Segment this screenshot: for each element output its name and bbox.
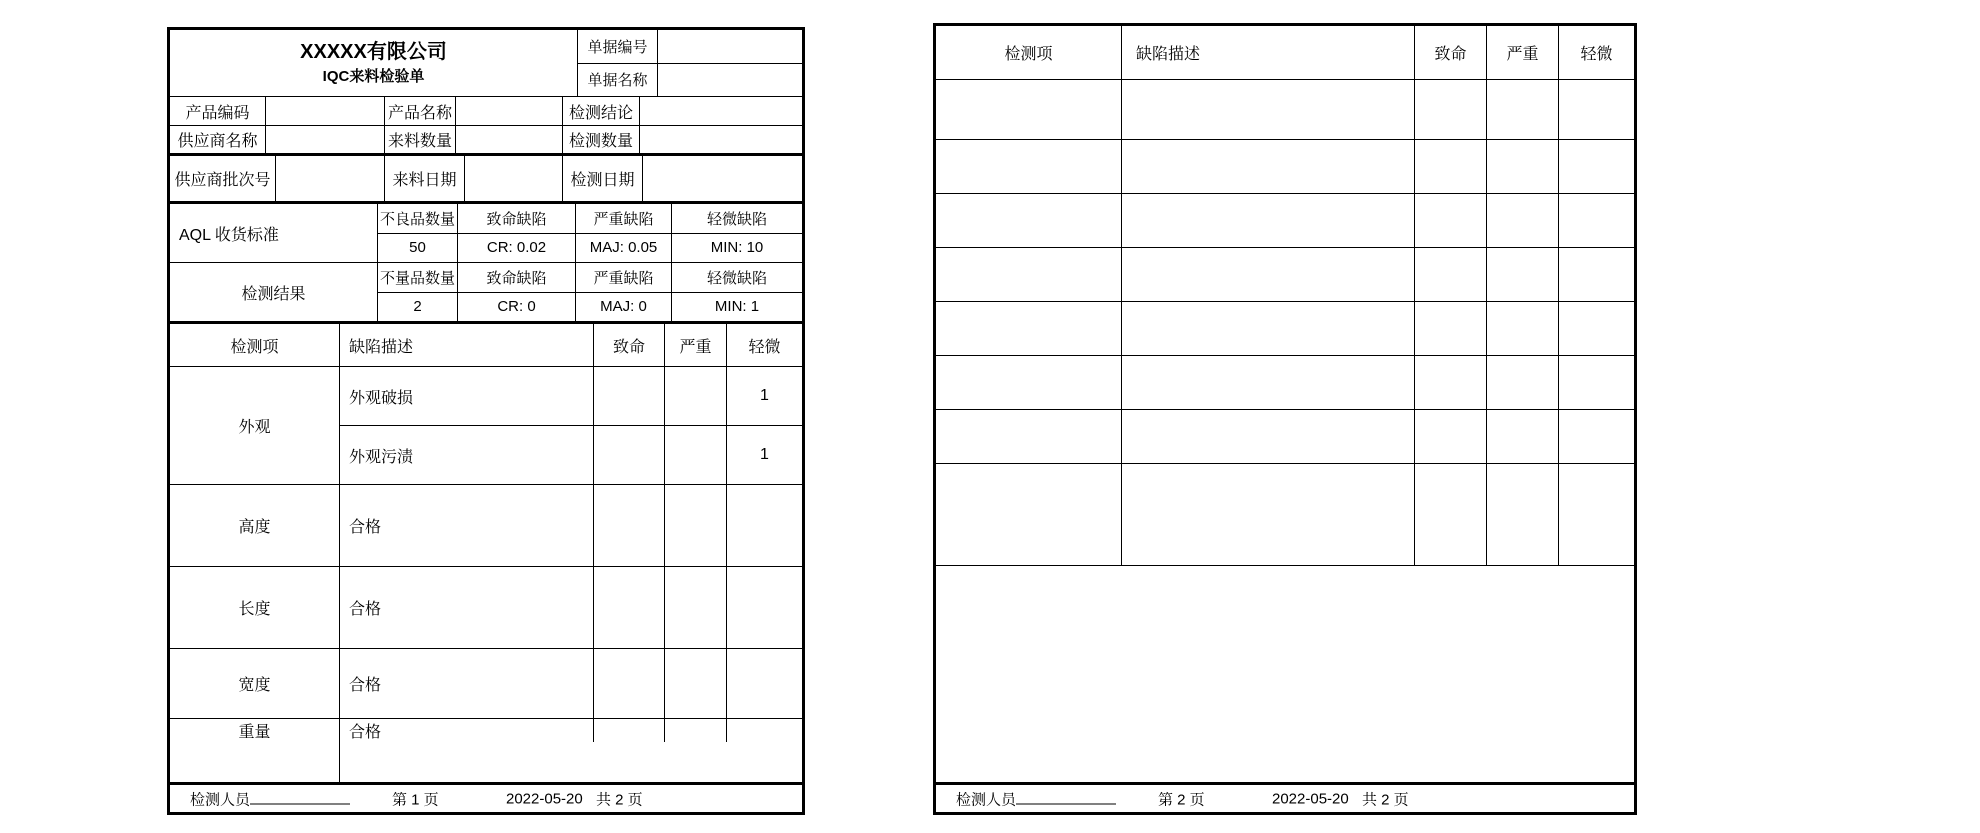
aql-minor-value: MIN: 10: [710, 239, 764, 257]
major-cell: [1487, 302, 1559, 355]
critical-cell: [1415, 80, 1487, 139]
defect-desc: 合格: [340, 719, 594, 742]
critical-cell: [1415, 140, 1487, 193]
page-number: 第 2 页: [1158, 791, 1205, 808]
minor-count: [727, 649, 802, 718]
desc-cell: [1122, 410, 1415, 463]
product-name-value: [456, 97, 563, 125]
major-cell: [1487, 356, 1559, 409]
detail-desc-header: 缺陷描述: [340, 324, 594, 366]
item-cell: [936, 140, 1122, 193]
supplier-batch-label: 供应商批次号: [170, 156, 276, 201]
minor-count: [727, 485, 802, 566]
detail-critical-header: 致命: [1415, 26, 1487, 79]
minor-cell: [1559, 464, 1634, 565]
critical-count: [594, 367, 665, 425]
detail-row-appearance-stain: [340, 426, 802, 485]
item-appearance: 外观: [170, 367, 339, 485]
major-cell: [1487, 80, 1559, 139]
doc-name-label: 单据名称: [578, 64, 658, 97]
result-critical-value: CR: 0: [458, 293, 576, 322]
item-cell: [936, 410, 1122, 463]
item-cell: [936, 302, 1122, 355]
footer-date: 2022-05-20: [506, 790, 583, 807]
detail-table-header: [170, 324, 802, 367]
item-cell: [936, 356, 1122, 409]
major-cell: [1487, 194, 1559, 247]
aql-major-header: 严重缺陷: [576, 204, 672, 233]
empty-detail-row: [936, 464, 1634, 566]
detail-table-header: [936, 26, 1634, 80]
major-count: [665, 567, 727, 648]
defect-desc: 合格: [340, 567, 594, 648]
critical-cell: [1415, 356, 1487, 409]
footer-date: 2022-05-20: [1272, 790, 1349, 807]
item-cell: [936, 464, 1122, 565]
desc-cell: [1122, 248, 1415, 301]
aql-standard-block: [170, 204, 802, 263]
minor-cell: [1559, 410, 1634, 463]
page-number: 第 1 页: [392, 791, 439, 808]
inspect-result-block: [170, 263, 802, 324]
conclusion-value: [640, 97, 802, 125]
defect-desc: 合格: [340, 485, 594, 566]
batch-row: [170, 156, 802, 204]
item-cell: [936, 194, 1122, 247]
minor-cell: [1559, 248, 1634, 301]
title-cell: [170, 30, 578, 96]
detail-major-header: 严重: [1487, 26, 1559, 79]
minor-count: [727, 719, 802, 742]
major-count: [665, 426, 727, 484]
inspector-signature: [190, 788, 350, 809]
aql-defect-qty-value: 50: [378, 234, 458, 263]
doc-no-label: 单据编号: [578, 30, 658, 63]
item-height: 高度: [170, 485, 339, 567]
major-cell: [1487, 140, 1559, 193]
doc-info-block: [578, 30, 802, 96]
total-pages: 共 2 页: [596, 791, 643, 808]
detail-critical-header: 致命: [594, 324, 665, 366]
detail-minor-header: 轻微: [1580, 46, 1613, 63]
critical-cell: [1415, 302, 1487, 355]
empty-detail-row: [936, 80, 1634, 140]
detail-row-length: [340, 567, 802, 649]
critical-count: [594, 567, 665, 648]
doc-no-value: [658, 30, 802, 63]
form-title: IQC来料检验单: [322, 68, 425, 85]
detail-table-body: [170, 367, 802, 782]
critical-count: [594, 426, 665, 484]
major-count: [665, 485, 727, 566]
detail-row-height: [340, 485, 802, 567]
minor-cell: [1559, 302, 1634, 355]
form-page-1: [167, 27, 805, 815]
incoming-qty-value: [456, 126, 563, 153]
major-count: [665, 719, 727, 742]
aql-critical-header: 致命缺陷: [458, 204, 576, 233]
result-minor-value: MIN: 1: [714, 298, 760, 316]
major-count: [665, 649, 727, 718]
inspect-qty-label: 检测数量: [563, 126, 640, 153]
minor-cell: [1559, 140, 1634, 193]
incoming-date-label: 来料日期: [385, 156, 465, 201]
major-count: [665, 367, 727, 425]
desc-cell: [1122, 356, 1415, 409]
detail-row-appearance-damage: [340, 367, 802, 426]
doc-name-value: [658, 64, 802, 97]
critical-count: [594, 649, 665, 718]
conclusion-label: 检测结论: [563, 97, 640, 125]
detail-item-header: 检测项: [936, 26, 1122, 79]
supplier-name-value: [266, 126, 385, 153]
empty-detail-row: [936, 194, 1634, 248]
supplier-batch-value: [276, 156, 385, 201]
result-major-value: MAJ: 0: [576, 293, 672, 322]
major-cell: [1487, 410, 1559, 463]
aql-standard-label: AQL 收货标准: [170, 204, 378, 262]
aql-defect-qty-header: 不良品数量: [378, 204, 458, 233]
defect-desc: 合格: [340, 649, 594, 718]
critical-cell: [1415, 410, 1487, 463]
product-name-label: 产品名称: [385, 97, 456, 125]
desc-cell: [1122, 80, 1415, 139]
item-width: 宽度: [170, 649, 339, 719]
empty-detail-row: [936, 356, 1634, 410]
minor-cell: [1559, 194, 1634, 247]
form-page-2: [933, 23, 1637, 815]
page1-footer: [170, 782, 802, 812]
empty-detail-row: [936, 140, 1634, 194]
signature-line: [250, 790, 350, 804]
detail-minor-header: 轻微: [748, 338, 781, 356]
major-cell: [1487, 464, 1559, 565]
inspect-result-label: 检测结果: [170, 263, 378, 321]
detail-item-header: 检测项: [170, 324, 340, 366]
empty-detail-row: [936, 302, 1634, 356]
result-critical-header: 致命缺陷: [458, 263, 576, 292]
minor-count: 1: [760, 387, 769, 404]
critical-cell: [1415, 194, 1487, 247]
critical-count: [594, 485, 665, 566]
aql-major-value: MAJ: 0.05: [576, 234, 672, 263]
critical-cell: [1415, 248, 1487, 301]
page2-footer: [936, 782, 1634, 812]
total-pages: 共 2 页: [1362, 791, 1409, 808]
supplier-name-label: 供应商名称: [170, 126, 266, 153]
critical-count: [594, 719, 665, 742]
defect-desc: 外观污渍: [340, 426, 594, 484]
product-code-value: [266, 97, 385, 125]
desc-cell: [1122, 140, 1415, 193]
company-name: XXXXX有限公司: [300, 41, 447, 63]
signature-line: [1016, 790, 1116, 804]
result-defect-qty-header: 不量品数量: [378, 263, 458, 292]
minor-count: 1: [760, 446, 769, 463]
minor-cell: [1559, 356, 1634, 409]
incoming-qty-label: 来料数量: [385, 126, 456, 153]
incoming-date-value: [465, 156, 563, 201]
supplier-row: [170, 126, 802, 156]
detail-desc-header: 缺陷描述: [1122, 26, 1415, 79]
detail-row-width: [340, 649, 802, 719]
item-weight: 重量: [238, 724, 271, 741]
aql-critical-value: CR: 0.02: [458, 234, 576, 263]
desc-cell: [1122, 464, 1415, 565]
detail-row-weight: [340, 719, 802, 742]
desc-cell: [1122, 302, 1415, 355]
inspect-qty-value: [640, 126, 802, 153]
detail-major-header: 严重: [665, 324, 727, 366]
aql-minor-header: 轻微缺陷: [706, 210, 767, 228]
product-row: [170, 97, 802, 126]
empty-detail-row: [936, 410, 1634, 464]
result-minor-header: 轻微缺陷: [706, 269, 767, 287]
result-major-header: 严重缺陷: [576, 263, 672, 292]
minor-count: [727, 567, 802, 648]
header-block: [170, 30, 802, 97]
defect-desc: 外观破损: [340, 367, 594, 425]
item-cell: [936, 248, 1122, 301]
item-cell: [936, 80, 1122, 139]
item-length: 长度: [170, 567, 339, 649]
critical-cell: [1415, 464, 1487, 565]
product-code-label: 产品编码: [170, 97, 266, 125]
inspect-date-value: [643, 156, 802, 201]
major-cell: [1487, 248, 1559, 301]
inspect-date-label: 检测日期: [563, 156, 643, 201]
inspector-label: 检测人员: [956, 791, 1017, 808]
inspector-signature: [956, 788, 1116, 809]
desc-cell: [1122, 194, 1415, 247]
inspector-label: 检测人员: [190, 791, 251, 808]
minor-cell: [1559, 80, 1634, 139]
empty-detail-row: [936, 248, 1634, 302]
result-defect-qty-value: 2: [378, 293, 458, 322]
